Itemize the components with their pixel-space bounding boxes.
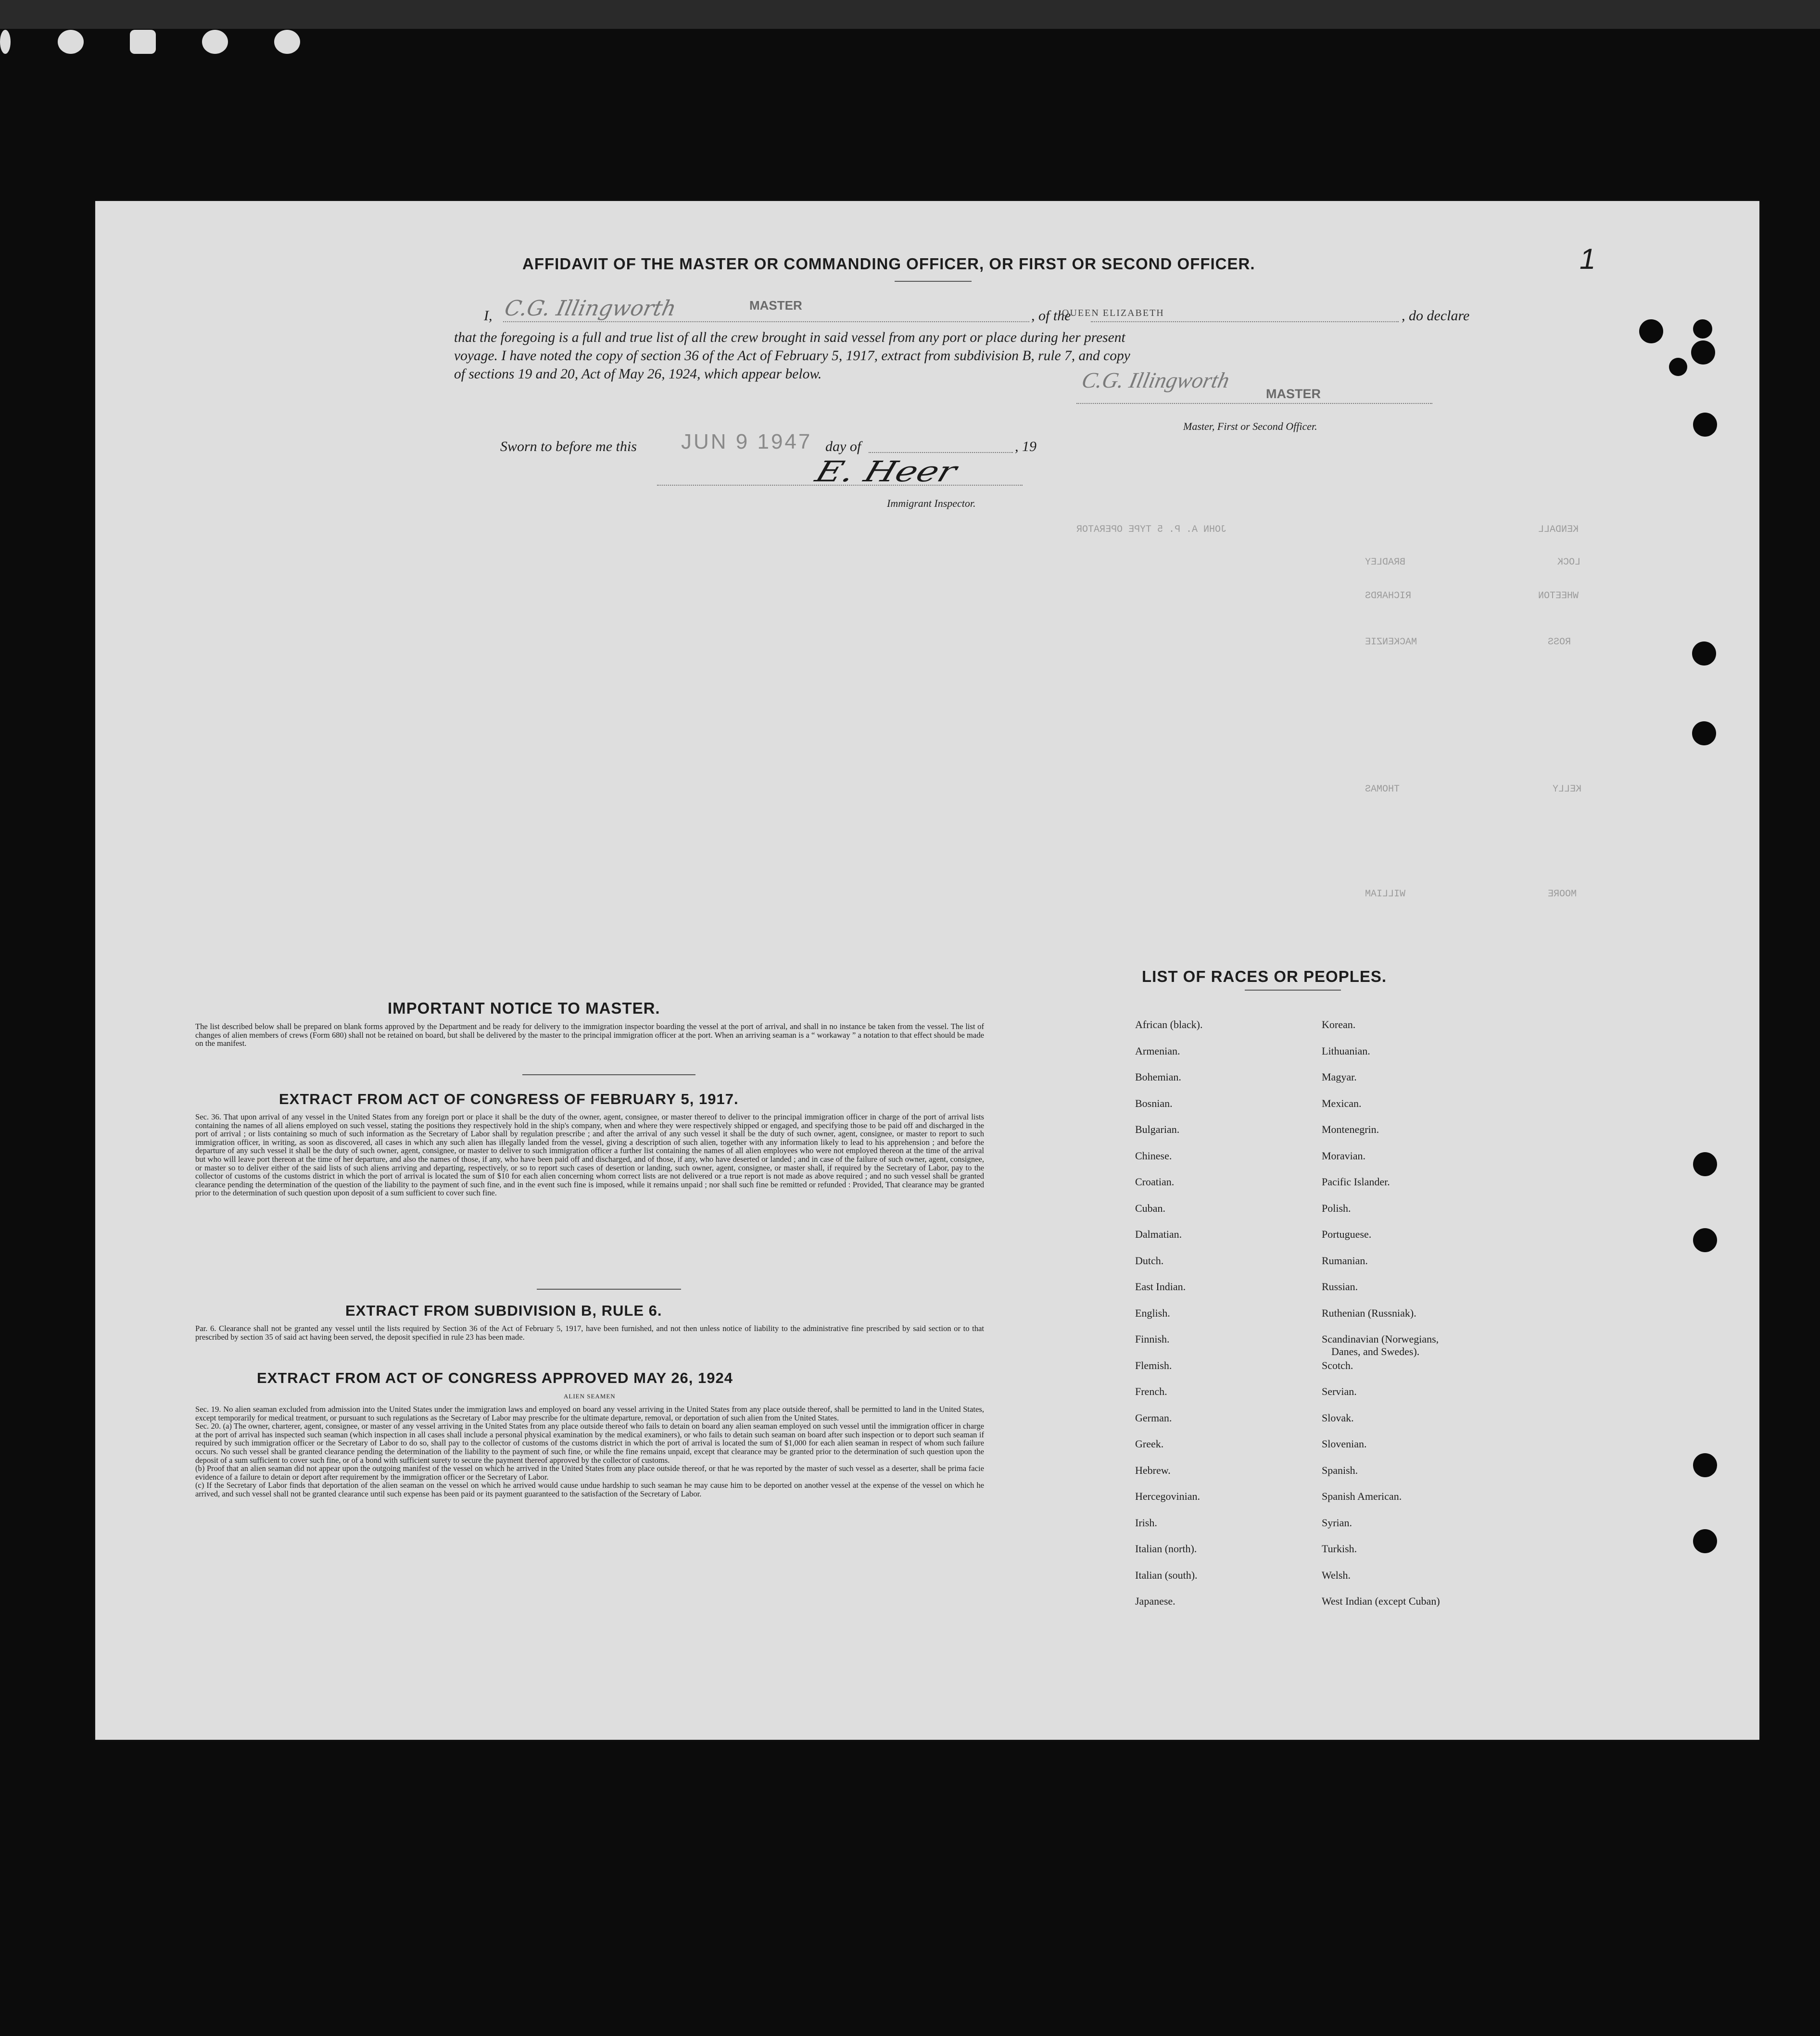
race-item: Moravian. (1322, 1149, 1366, 1162)
bleed-through-row: MACKENZIE (1365, 637, 1417, 648)
of-the-label: , of the (1031, 308, 1071, 324)
notice-text: The list described below shall be prepared on blank forms approved by the Department and be ready for delivery to the immigration inspector boarding the vessel at the port of arrival, and shall in no instance be taken from the vessel. The list of changes of alien members of crews (Form 680) shall not be retained on board, but shall be delivered by the master to the principal immigration officer at the port. When an arriving seaman is a “ workaway ” a notation to that effect should be made on the manifest. (195, 1022, 984, 1048)
punch-hole (1693, 1453, 1717, 1477)
race-item: Armenian. (1135, 1044, 1180, 1057)
bleed-through-row: WILLIAM (1365, 889, 1406, 900)
race-item: Hercegovinian. (1135, 1490, 1200, 1502)
race-item: Scandinavian (Norwegians, (1322, 1333, 1439, 1345)
master-title-stamp: MASTER (749, 298, 802, 313)
race-item: Croatian. (1135, 1176, 1175, 1188)
page-number: 1 (1580, 243, 1596, 275)
month-line (869, 452, 1013, 453)
race-item: Chinese. (1135, 1149, 1172, 1162)
day-of-label: day of (825, 439, 861, 454)
punch-hole (1693, 1529, 1717, 1553)
race-item: Lithuanian. (1322, 1044, 1370, 1057)
race-item: Slovak. (1322, 1411, 1354, 1424)
race-item: Magyar. (1322, 1071, 1357, 1083)
race-item: Italian (south). (1135, 1569, 1198, 1581)
bleed-through-row: LOCK (1557, 557, 1581, 568)
punch-hole (1693, 1152, 1717, 1176)
race-item: Hebrew. (1135, 1464, 1171, 1476)
film-frame-mark (58, 30, 84, 54)
film-frame-mark (202, 30, 228, 54)
punch-hole (1692, 641, 1716, 666)
vessel-name: QUEEN ELIZABETH (1062, 308, 1164, 318)
film-frame-mark (130, 30, 156, 54)
race-item: Irish. (1135, 1516, 1157, 1529)
race-item: Montenegrin. (1322, 1123, 1379, 1135)
affidavit-line-4: of sections 19 and 20, Act of May 26, 1924, which appear below. (454, 366, 822, 382)
rule6-text: Par. 6. Clearance shall not be granted any vessel until the lists required by Section 36 of the Act of February 5, 1917, have been furnished, and not then unless notice of liability to the administrative fine prescribed by said section or to that prescribed by section 35 of said act having been served, the deposit specified in rule 23 has been made. (195, 1324, 984, 1342)
affidavit-title: AFFIDAVIT OF THE MASTER OR COMMANDING OFFICER, OR FIRST OR SECOND OFFICER. (522, 255, 1255, 273)
bleed-through-row: BRADLEY (1365, 557, 1406, 568)
race-item: Mexican. (1322, 1097, 1362, 1109)
vessel-line (1091, 321, 1399, 322)
master-signature-name: C.G. Illingworth (502, 296, 679, 321)
name-line (503, 321, 1029, 322)
rule6-title: EXTRACT FROM SUBDIVISION B, RULE 6. (345, 1302, 662, 1319)
race-item: Italian (north). (1135, 1543, 1197, 1555)
punch-hole (1669, 358, 1687, 376)
race-item: Greek. (1135, 1438, 1164, 1450)
race-item: Slovenian. (1322, 1438, 1367, 1450)
race-item: Spanish. (1322, 1464, 1358, 1476)
race-item: Servian. (1322, 1385, 1357, 1397)
sworn-label: Sworn to before me this (500, 439, 637, 454)
race-item: Spanish American. (1322, 1490, 1402, 1502)
race-item: East Indian. (1135, 1281, 1186, 1293)
race-scandinavian-cont: Danes, and Swedes). (1331, 1345, 1420, 1357)
inspector-caption: Immigrant Inspector. (887, 497, 976, 509)
extract-1924-body (195, 1405, 984, 1498)
affidavit-line-3: voyage. I have noted the copy of section 36 of the Act of February 5, 1917, extract from subdivision B, rule 7, and copy (454, 348, 1130, 364)
master-signature-line (1076, 403, 1432, 404)
race-item: Scotch. (1322, 1359, 1353, 1371)
film-frame-mark (0, 30, 11, 54)
sec20c-text: (c) If the Secretary of Labor finds that deportation of the alien seaman on the vessel on which he arrived would cause undue hardship to such seaman he may cause him to be deported on another vessel at the expense of the vessel on which he arrived, and such vessel shall not be granted clearance until such expense has been paid or its payment guaranteed to the satisfaction of the Secretary of Labor. (195, 1481, 984, 1498)
race-item: Portuguese. (1322, 1228, 1372, 1240)
extract-1924-subtitle: ALIEN SEAMEN (564, 1393, 616, 1400)
race-item: Dalmatian. (1135, 1228, 1182, 1240)
bleed-through-row: KENDALL (1538, 524, 1579, 535)
bleed-through-row: KELLY (1553, 784, 1582, 795)
year-label: , 19 (1015, 439, 1036, 454)
race-item: Russian. (1322, 1281, 1358, 1293)
race-item: Welsh. (1322, 1569, 1351, 1581)
extract-1917-text: Sec. 36. That upon arrival of any vessel in the United States from any foreign port or place it shall be the duty of the owner, agent, consignee, or master thereof to deliver to the principal immigration officer in charge of the port of arrival lists containing the names of all aliens employed on such vessel, stating the positions they respectively hold in the ship's company, when and where they were respectively shipped or engaged, and specifying those to be paid off and discharged in the port of arrival ; or lists containing so much of such information as the Secretary of Labor shall by regulation prescribe ; and after the arrival of any such vessel it shall be the duty of such owner, agent, consignee, or master to report to such immigration officer, in writing, as soon as discovered, all cases in which any such alien has illegally landed from the vessel, giving a description of such alien, together with any information likely to lead to his apprehension ; and before the departure of any such vessel it shall be the duty of such owner, agent, consignee, or master to deliver to such immigration officer a further list containing the names of all alien employees who were not employed thereon at the time of the arrival but who will leave port thereon at the time of her departure, and also the names of those, if any, who have been paid off and discharged, and of those, if any, who have deserted or landed ; and in case of the failure of such owner, agent, consignee, or master so to deliver either of the said lists of such aliens arriving and departing, respectively, or so to report such cases of desertion or landing, such owner, agent, consignee, or master shall, if required by the Secretary of Labor, pay to the collector of customs of the customs district in which the port of arrival is located the sum of $10 for each alien concerning whom correct lists are not delivered or a true report is not made as above required ; and no such vessel shall be granted clearance pending the determination of the question of the liability to the payment of such fine, and in the event such fine is imposed, while it remains unpaid ; nor shall such fine be remitted or refunded : Provided, That clearance may be granted prior to the determination of such question upon deposit of a sum sufficient to cover such fine. (195, 1112, 984, 1198)
race-item: Bosnian. (1135, 1097, 1173, 1109)
race-item: African (black). (1135, 1018, 1203, 1031)
divider (895, 281, 972, 282)
race-item: Bohemian. (1135, 1071, 1181, 1083)
master-stamp: MASTER (1266, 387, 1321, 401)
notice-title: IMPORTANT NOTICE TO MASTER. (388, 999, 660, 1017)
master-caption: Master, First or Second Officer. (1183, 420, 1317, 432)
race-item: German. (1135, 1411, 1172, 1424)
bleed-through-row: THOMAS (1365, 784, 1400, 795)
divider (537, 1289, 681, 1290)
race-item: Polish. (1322, 1202, 1351, 1214)
race-item: Bulgarian. (1135, 1123, 1180, 1135)
film-frame-mark (274, 30, 300, 54)
do-declare-label: , do declare (1402, 308, 1470, 324)
race-item: Turkish. (1322, 1543, 1357, 1555)
divider (1245, 990, 1341, 991)
punch-hole (1693, 1228, 1717, 1252)
bleed-through-row: RICHARDS (1365, 591, 1412, 602)
bleed-through-row: ROSS (1548, 637, 1571, 648)
sec20a-text: Sec. 20. (a) The owner, charterer, agent, consignee, or master of any vessel arriving in the United States from any place outside thereof who fails to detain on board any alien seaman employed on such vessel until the immigration officer in charge at the port of arrival has inspected such seaman (which inspection in all cases shall include a personal physical examination by the medical examiners), or who fails to detain such seaman on board after such inspection or to deport such seaman if required by such immigration officer or the Secretary of Labor to do so, shall pay to the collector of customs of the customs district in which the port of arrival is located the sum of $1,000 for each alien seaman in respect of whom such failure occurs. No such vessel shall be granted clearance pending the determination of the liability to the payment of such fine, or while the fine remains unpaid, except that clearance may be granted prior to the determination of such question upon the deposit of a sum sufficient to cover such fine, or of a bond with sufficient surety to secure the payment thereof approved by the collector of customs. (195, 1421, 984, 1465)
punch-hole (1693, 319, 1712, 339)
bleed-through-row: MOORE (1548, 889, 1577, 900)
race-item: English. (1135, 1307, 1170, 1319)
divider (522, 1074, 695, 1075)
affidavit-i: I, (484, 308, 493, 324)
race-item: Syrian. (1322, 1516, 1352, 1529)
punch-hole (1691, 340, 1715, 364)
affidavit-line-2: that the foregoing is a full and true list of all the crew brought in said vessel from any port or place during her present (454, 330, 1125, 345)
race-item: Finnish. (1135, 1333, 1170, 1345)
sec20b-text: (b) Proof that an alien seaman did not appear upon the outgoing manifest of the vessel on which he arrived in the United States from any place outside thereof, or that he was reported by the master of such vessel as a deserter, shall be prima facie evidence of a failure to detain or deport after requirement by the immigration officer or the Secretary of Labor. (195, 1464, 984, 1482)
race-item: Japanese. (1135, 1595, 1175, 1607)
race-item: West Indian (except Cuban) (1322, 1595, 1440, 1607)
race-item: Pacific Islander. (1322, 1176, 1390, 1188)
punch-hole (1639, 319, 1663, 343)
inspector-signature: E. Heer (811, 455, 961, 489)
film-strip-top (0, 0, 1820, 29)
document-page (95, 201, 1759, 1740)
race-item: Rumanian. (1322, 1254, 1368, 1267)
race-item: Dutch. (1135, 1254, 1164, 1267)
race-item: Flemish. (1135, 1359, 1172, 1371)
punch-hole (1692, 721, 1716, 745)
sec19-text: Sec. 19. No alien seaman excluded from admission into the United States under the immigration laws and employed on board any vessel arriving in the United States from any place outside thereof, shall be permitted to land in the United States, except temporarily for medical treatment, or pursuant to such regulations as the Secretary of Labor may prescribe for the ultimate departure, removal, or deportation of such alien from the United States. (195, 1405, 984, 1422)
bleed-through-row: WHEETON (1538, 591, 1579, 602)
date-stamp: JUN 9 1947 (681, 430, 812, 453)
bleed-through-row: JOHN A. P. 5 TYPE OPERATOR (1076, 524, 1227, 535)
extract-1917-title: EXTRACT FROM ACT OF CONGRESS OF FEBRUARY 5, 1917. (279, 1091, 739, 1107)
punch-hole (1693, 413, 1717, 437)
races-title: LIST OF RACES OR PEOPLES. (1142, 968, 1387, 985)
race-item: Ruthenian (Russniak). (1322, 1307, 1416, 1319)
race-item: Korean. (1322, 1018, 1356, 1031)
race-item: Cuban. (1135, 1202, 1165, 1214)
race-item: French. (1135, 1385, 1167, 1397)
extract-1924-title: EXTRACT FROM ACT OF CONGRESS APPROVED MAY 26, 1924 (257, 1370, 733, 1386)
master-signature: C.G. Illingworth (1079, 368, 1232, 392)
